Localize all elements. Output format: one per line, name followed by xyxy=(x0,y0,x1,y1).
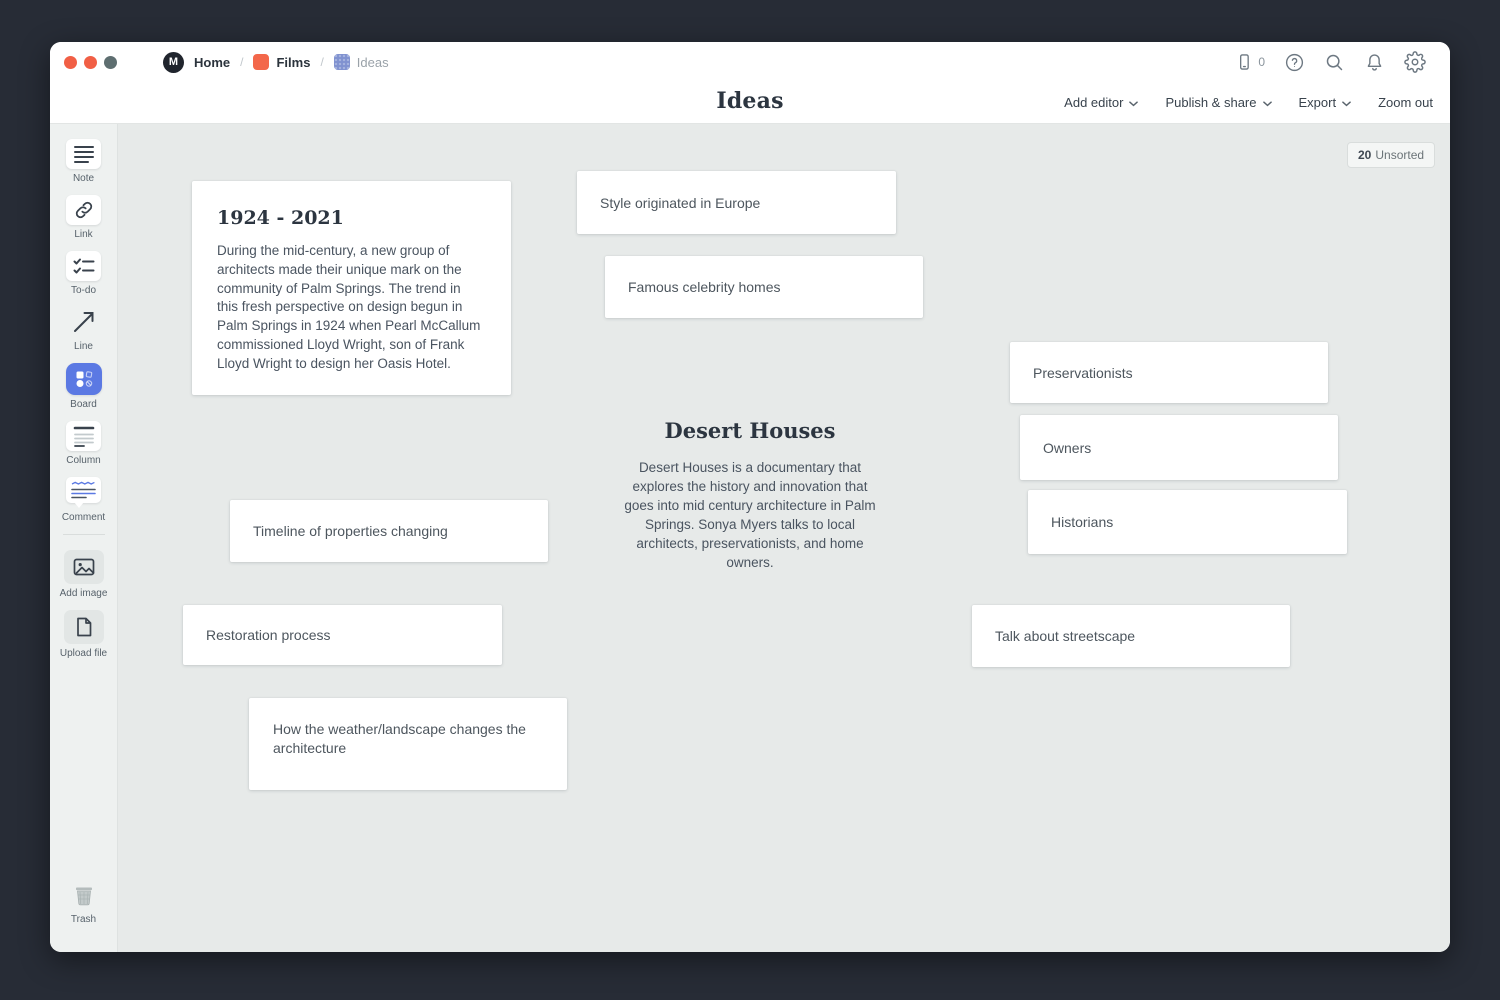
breadcrumb-label: Ideas xyxy=(356,54,389,70)
top-bar xyxy=(50,42,1450,82)
ideas-board-icon xyxy=(334,54,350,70)
tool-column[interactable] xyxy=(50,421,117,466)
page-title: Ideas xyxy=(716,87,784,114)
action-label: Zoom out xyxy=(1378,95,1433,110)
app-logo[interactable]: M xyxy=(163,52,184,73)
card-label: Famous celebrity homes xyxy=(628,279,781,295)
zoom-out-button[interactable] xyxy=(1378,95,1433,110)
header xyxy=(50,42,1450,124)
text-block-desert-houses[interactable] xyxy=(618,418,882,572)
unsorted-label: Unsorted xyxy=(1375,148,1425,162)
idea-card-restoration[interactable] xyxy=(183,605,502,665)
tool-label: To-do xyxy=(70,285,96,296)
breadcrumb-ideas[interactable] xyxy=(334,54,389,70)
comment-icon xyxy=(66,477,101,503)
idea-card-weather-landscape[interactable] xyxy=(249,698,567,790)
breadcrumb-films[interactable] xyxy=(253,54,310,70)
breadcrumb-label: Home xyxy=(194,54,231,70)
tool-label: Line xyxy=(74,341,93,352)
export-button[interactable] xyxy=(1299,95,1352,110)
column-icon xyxy=(66,421,101,451)
tool-label: Note xyxy=(72,173,95,184)
tool-comment[interactable] xyxy=(50,477,117,523)
notifications-button[interactable] xyxy=(1364,52,1385,73)
card-label: Style originated in Europe xyxy=(600,194,761,211)
idea-card-celebrity-homes[interactable] xyxy=(605,256,923,318)
idea-card-historians[interactable] xyxy=(1028,490,1347,554)
trash-icon xyxy=(66,880,101,910)
text-block-title: Desert Houses xyxy=(664,418,836,443)
mobile-device-button[interactable] xyxy=(1234,52,1265,72)
search-icon xyxy=(1324,52,1345,73)
unsorted-count: 20 xyxy=(1358,148,1372,162)
idea-card-style-originated[interactable] xyxy=(577,171,896,234)
todo-icon xyxy=(66,251,101,281)
card-label: Preservationists xyxy=(1033,364,1133,381)
tool-label: Comment xyxy=(61,512,106,523)
header-actions xyxy=(1064,82,1433,123)
chevron-down-icon xyxy=(1342,99,1351,107)
window-control-minimize[interactable] xyxy=(84,56,97,69)
breadcrumb-label: Films xyxy=(276,54,311,70)
note-card-1924-2021[interactable] xyxy=(192,181,511,395)
breadcrumb xyxy=(194,54,389,70)
idea-card-preservationists[interactable] xyxy=(1010,342,1328,403)
tool-upload-file[interactable] xyxy=(50,610,117,659)
settings-button[interactable] xyxy=(1404,51,1426,73)
card-label: How the weather/landscape changes the architecture xyxy=(273,721,526,756)
bell-icon xyxy=(1364,52,1385,73)
link-icon xyxy=(66,195,101,225)
note-card-body: During the mid-century, a new group of architects made their unique mark on the community of Palm Springs. The trend in this fresh perspective on design begun in Palm Springs in 1924 when Pearl McCallum commissioned Lloyd Wright, son of Frank Lloyd Wright to design her Oasis Hotel. xyxy=(217,243,481,371)
tool-label: Trash xyxy=(70,914,97,925)
tool-label: Link xyxy=(74,229,93,240)
unsorted-badge[interactable] xyxy=(1347,142,1435,168)
card-label: Timeline of properties changing xyxy=(253,523,448,539)
tool-label: Board xyxy=(70,399,97,410)
header-icons xyxy=(1234,51,1426,73)
tool-trash[interactable] xyxy=(50,880,117,925)
tool-todo[interactable] xyxy=(50,251,117,296)
search-button[interactable] xyxy=(1324,52,1345,73)
window-control-zoom[interactable] xyxy=(104,56,117,69)
tool-label: Upload file xyxy=(59,648,108,659)
chevron-down-icon xyxy=(1263,99,1272,107)
action-label: Add editor xyxy=(1064,95,1124,110)
board-canvas[interactable] xyxy=(118,124,1450,952)
phone-icon xyxy=(1234,52,1254,72)
card-label: Restoration process xyxy=(206,627,331,643)
breadcrumb-home[interactable] xyxy=(194,55,230,70)
breadcrumb-separator: / xyxy=(320,55,324,69)
idea-card-owners[interactable] xyxy=(1020,415,1338,480)
app-window xyxy=(50,42,1450,952)
gear-icon xyxy=(1404,51,1426,73)
idea-card-timeline[interactable] xyxy=(230,500,548,562)
sidebar-divider xyxy=(63,534,105,535)
films-board-icon xyxy=(253,54,269,70)
action-label: Export xyxy=(1298,95,1337,110)
tool-add-image[interactable] xyxy=(50,550,117,599)
tool-link[interactable] xyxy=(50,195,117,240)
board-icon xyxy=(66,363,102,395)
tool-line[interactable] xyxy=(50,307,117,352)
card-label: Historians xyxy=(1051,514,1114,530)
text-block-body: Desert Houses is a documentary that explores the history and innovation that goes into mid century architecture in Palm Springs. Sonya Myers talks to local architects, preservationists, and home owners. xyxy=(624,460,876,570)
window-control-close[interactable] xyxy=(64,56,77,69)
note-icon xyxy=(66,139,101,169)
breadcrumb-separator: / xyxy=(240,55,244,69)
tool-label: Add image xyxy=(59,588,108,599)
note-card-title: 1924 - 2021 xyxy=(217,207,344,229)
tool-board[interactable] xyxy=(50,363,117,410)
idea-card-streetscape[interactable] xyxy=(972,605,1290,667)
tool-sidebar xyxy=(50,124,118,952)
add-image-icon xyxy=(64,550,104,584)
window-controls xyxy=(64,56,117,69)
help-button[interactable] xyxy=(1284,52,1305,73)
help-icon xyxy=(1284,52,1305,73)
title-bar xyxy=(50,82,1450,123)
line-icon xyxy=(66,307,101,337)
tool-label: Column xyxy=(66,455,101,466)
card-label: Talk about streetscape xyxy=(995,628,1136,644)
chevron-down-icon xyxy=(1129,99,1138,107)
add-editor-button[interactable] xyxy=(1064,95,1138,110)
tool-note[interactable] xyxy=(50,139,117,184)
card-label: Owners xyxy=(1043,439,1092,456)
action-label: Publish & share xyxy=(1165,95,1257,110)
upload-file-icon xyxy=(64,610,104,644)
device-count: 0 xyxy=(1258,55,1265,69)
publish-share-button[interactable] xyxy=(1165,95,1271,110)
